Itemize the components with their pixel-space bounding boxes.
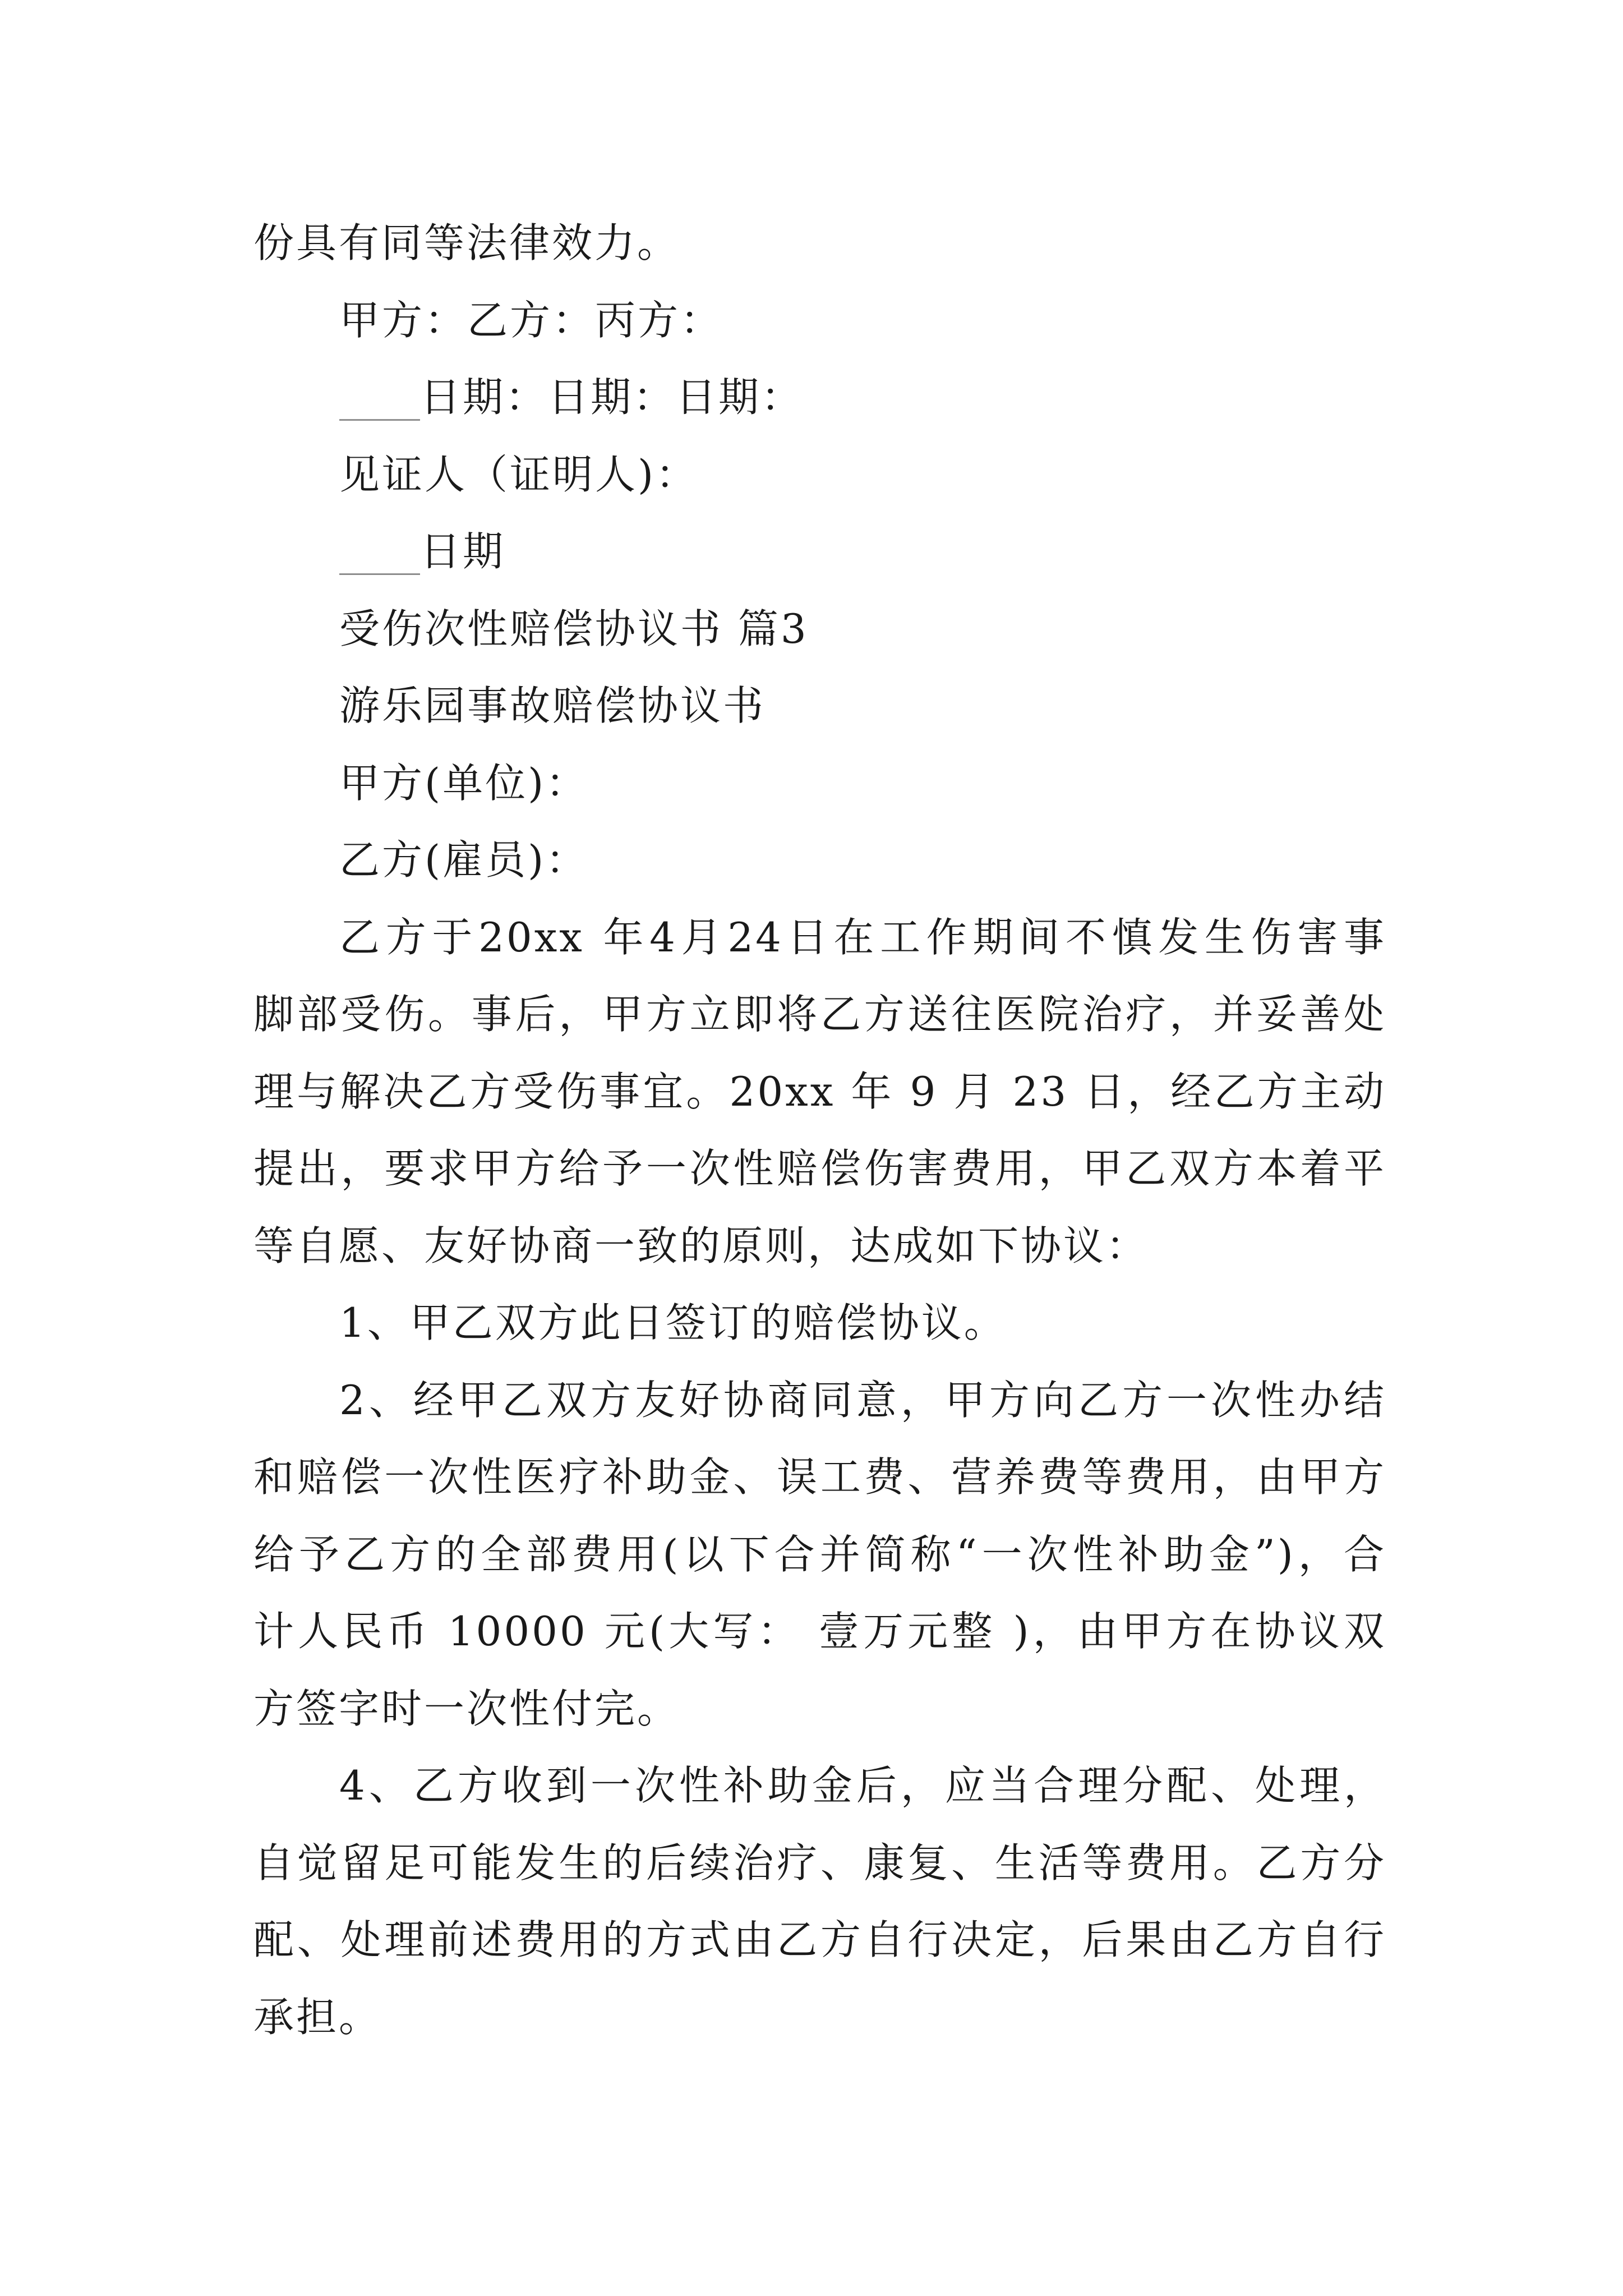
clause-2 [253,1362,1386,1748]
paragraph-line: 脚部受伤。事后，甲方立即将乙方送往医院治疗，并妥善处 [253,991,1386,1038]
paragraph-incident [253,899,1386,1285]
paragraph-line: 承担。 [253,1993,382,2041]
paragraph-line: 自觉留足可能发生的后续治疗、康复、生活等费用。乙方分 [253,1839,1386,1887]
clause-4 [253,1747,1386,2056]
paragraph-line: 方签字时一次性付完。 [253,1685,680,1732]
paragraph-line: 2、经甲乙双方友好协商同意，甲方向乙方一次性办结 [339,1376,1386,1424]
witness-signature-blank: ____ [339,528,420,575]
paragraph-line: 计人民币 10000 元(大写： 壹万元整 )，由甲方在协议双 [253,1608,1386,1655]
paragraph-line: 理与解决乙方受伤事宜。20xx 年 9 月 23 日，经乙方主动 [253,1068,1386,1115]
signature-blank: ____ [339,374,420,421]
witness-date-line [253,513,1386,591]
witness-date-label: 日期 [420,528,506,575]
paragraph-line: 等自愿、友好协商一致的原则，达成如下协议： [253,1222,1149,1269]
paragraph-line: 1、甲乙双方此日签订的赔偿协议。 [339,1299,1007,1346]
paragraph-line: 和赔偿一次性医疗补助金、误工费、营养费等费用，由甲方 [253,1453,1386,1501]
paragraph-line: 乙方于20xx 年4月24日在工作期间不慎发生伤害事 [339,913,1386,961]
signatory-dates-label: 日期：日期：日期： [420,374,804,421]
clause-1 [253,1285,1386,1362]
signatories-line: 甲方：乙方：丙方： [339,296,723,344]
paragraph-line: 给予乙方的全部费用(以下合并简称“一次性补助金”)，合 [253,1530,1386,1578]
signatory-dates-line [253,359,1386,436]
continuation-line: 份具有同等法律效力。 [253,219,680,266]
paragraph-line: 提出，要求甲方给予一次性赔偿伤害费用，甲乙双方本着平 [253,1145,1386,1192]
party-a-label: 甲方(单位)： [339,759,589,807]
section-heading: 受伤次性赔偿协议书 篇3 [339,605,809,652]
witness-label: 见证人（证明人)： [339,450,699,498]
paragraph-line: 4、乙方收到一次性补助金后，应当合理分配、处理， [339,1762,1386,1809]
party-b-label: 乙方(雇员)： [339,836,589,884]
paragraph-line: 配、处理前述费用的方式由乙方自行决定，后果由乙方自行 [253,1916,1386,1963]
agreement-title: 游乐园事故赔偿协议书 [339,682,766,729]
document-page [253,205,1386,2056]
